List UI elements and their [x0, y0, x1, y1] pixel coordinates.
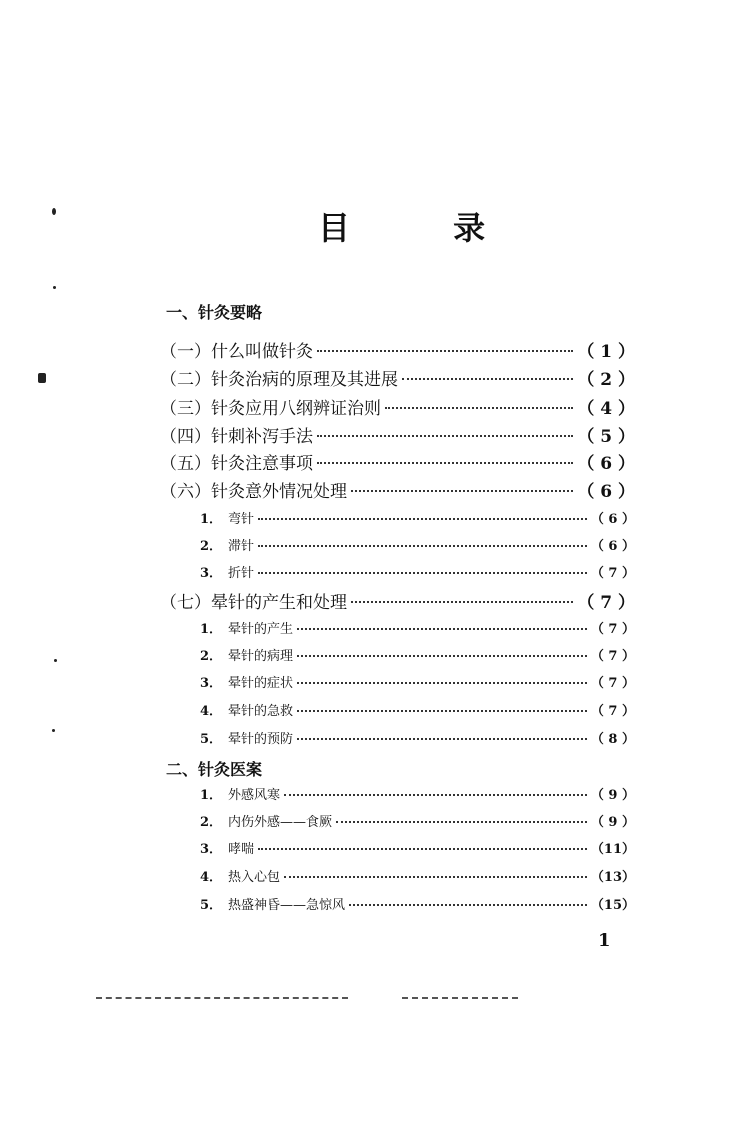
entry-label: 外感风寒 [228, 787, 281, 803]
dot-leader [351, 601, 573, 603]
toc-entry [200, 864, 635, 886]
toc-entry [160, 476, 635, 502]
dot-leader [351, 490, 573, 492]
entry-number: 2． [200, 538, 223, 554]
entry-number: 5． [200, 897, 223, 913]
toc-entry [200, 726, 635, 748]
toc-entry [160, 393, 635, 419]
dot-leader [297, 628, 587, 630]
entry-label: 晕针的症状 [228, 675, 294, 691]
entry-number: 5． [200, 731, 223, 747]
entry-label: 内伤外感——食厥 [228, 814, 333, 830]
entry-label: （一）什么叫做针灸 [160, 341, 313, 362]
toc-entry [200, 892, 635, 914]
dot-leader [297, 738, 587, 740]
entry-page: （ 7 ） [577, 592, 635, 613]
dot-leader [297, 655, 587, 657]
entry-number: 2． [200, 814, 223, 830]
toc-entry [200, 560, 635, 582]
entry-number: 2． [200, 648, 223, 664]
dot-leader [317, 350, 573, 352]
entry-label: 滞针 [228, 538, 255, 554]
page-title: 目 录 [318, 209, 532, 247]
dot-leader [297, 710, 587, 712]
scan-artifact-line [96, 997, 348, 999]
dot-leader [385, 407, 573, 409]
dot-leader [297, 682, 587, 684]
entry-number: 1． [200, 621, 223, 637]
page-number: 1 [598, 930, 611, 951]
entry-label: 热盛神昏——急惊风 [228, 897, 346, 913]
toc-entry [160, 364, 635, 390]
entry-label: （六）针灸意外情况处理 [160, 481, 347, 502]
toc-entry [200, 836, 635, 858]
entry-number: 3． [200, 841, 223, 857]
scan-speck [52, 729, 55, 732]
entry-number: 4． [200, 869, 223, 885]
entry-label: （七）晕针的产生和处理 [160, 592, 347, 613]
entry-label: 折针 [228, 565, 255, 581]
entry-label: 一、针灸要略 [166, 302, 263, 322]
entry-label: 弯针 [228, 511, 255, 527]
entry-number: 3． [200, 565, 223, 581]
toc-entry [200, 782, 635, 804]
dot-leader [258, 848, 587, 850]
entry-page: （ 7 ） [590, 703, 635, 719]
entry-page: （ 7 ） [590, 621, 635, 637]
entry-page: （ 6 ） [590, 538, 635, 554]
toc-entry [200, 533, 635, 555]
entry-number: 1． [200, 511, 223, 527]
toc-entry [160, 336, 635, 362]
entry-label: 晕针的急救 [228, 703, 294, 719]
entry-label: （四）针刺补泻手法 [160, 426, 313, 447]
entry-label: （二）针灸治病的原理及其进展 [160, 369, 398, 390]
scan-speck [38, 373, 46, 383]
toc-entry [160, 587, 635, 613]
entry-page: （ 7 ） [590, 675, 635, 691]
toc-entry [200, 643, 635, 665]
entry-label: 晕针的预防 [228, 731, 294, 747]
scan-artifact-line [402, 997, 518, 999]
dot-leader [284, 876, 587, 878]
entry-page: （ 6 ） [590, 511, 635, 527]
entry-page: （15） [590, 897, 635, 913]
entry-number: 1． [200, 787, 223, 803]
entry-label: 热入心包 [228, 869, 281, 885]
dot-leader [402, 378, 573, 380]
toc-entry [160, 448, 635, 474]
entry-page: （13） [590, 869, 635, 885]
entry-page: （ 4 ） [577, 398, 635, 419]
toc-entry [160, 421, 635, 447]
dot-leader [258, 518, 587, 520]
section-heading [166, 298, 262, 324]
dot-leader [258, 572, 587, 574]
entry-number: 4． [200, 703, 223, 719]
entry-label: （三）针灸应用八纲辨证治则 [160, 398, 381, 419]
entry-page: （ 7 ） [590, 565, 635, 581]
entry-page: （ 6 ） [577, 453, 635, 474]
entry-label: 二、针灸医案 [166, 759, 263, 779]
entry-page: （ 1 ） [577, 341, 635, 362]
entry-page: （ 7 ） [590, 648, 635, 664]
entry-page: （ 9 ） [590, 814, 635, 830]
entry-number: 3． [200, 675, 223, 691]
entry-page: （ 8 ） [590, 731, 635, 747]
entry-label: 晕针的产生 [228, 621, 294, 637]
entry-page: （ 9 ） [590, 787, 635, 803]
toc-entry [200, 506, 635, 528]
section-heading [166, 755, 262, 781]
entry-label: 哮喘 [228, 841, 255, 857]
toc-entry [200, 809, 635, 831]
dot-leader [336, 821, 587, 823]
entry-page: （ 6 ） [577, 481, 635, 502]
entry-page: （ 2 ） [577, 369, 635, 390]
scan-speck [54, 659, 57, 662]
toc-entry [200, 670, 635, 692]
toc-entry [200, 616, 635, 638]
dot-leader [284, 794, 587, 796]
entry-page: （11） [590, 841, 635, 857]
entry-label: 晕针的病理 [228, 648, 294, 664]
toc-entry [200, 698, 635, 720]
dot-leader [349, 904, 587, 906]
dot-leader [258, 545, 587, 547]
dot-leader [317, 462, 573, 464]
entry-page: （ 5 ） [577, 426, 635, 447]
entry-label: （五）针灸注意事项 [160, 453, 313, 474]
scan-speck [52, 208, 56, 215]
dot-leader [317, 435, 573, 437]
scan-speck [53, 286, 56, 289]
